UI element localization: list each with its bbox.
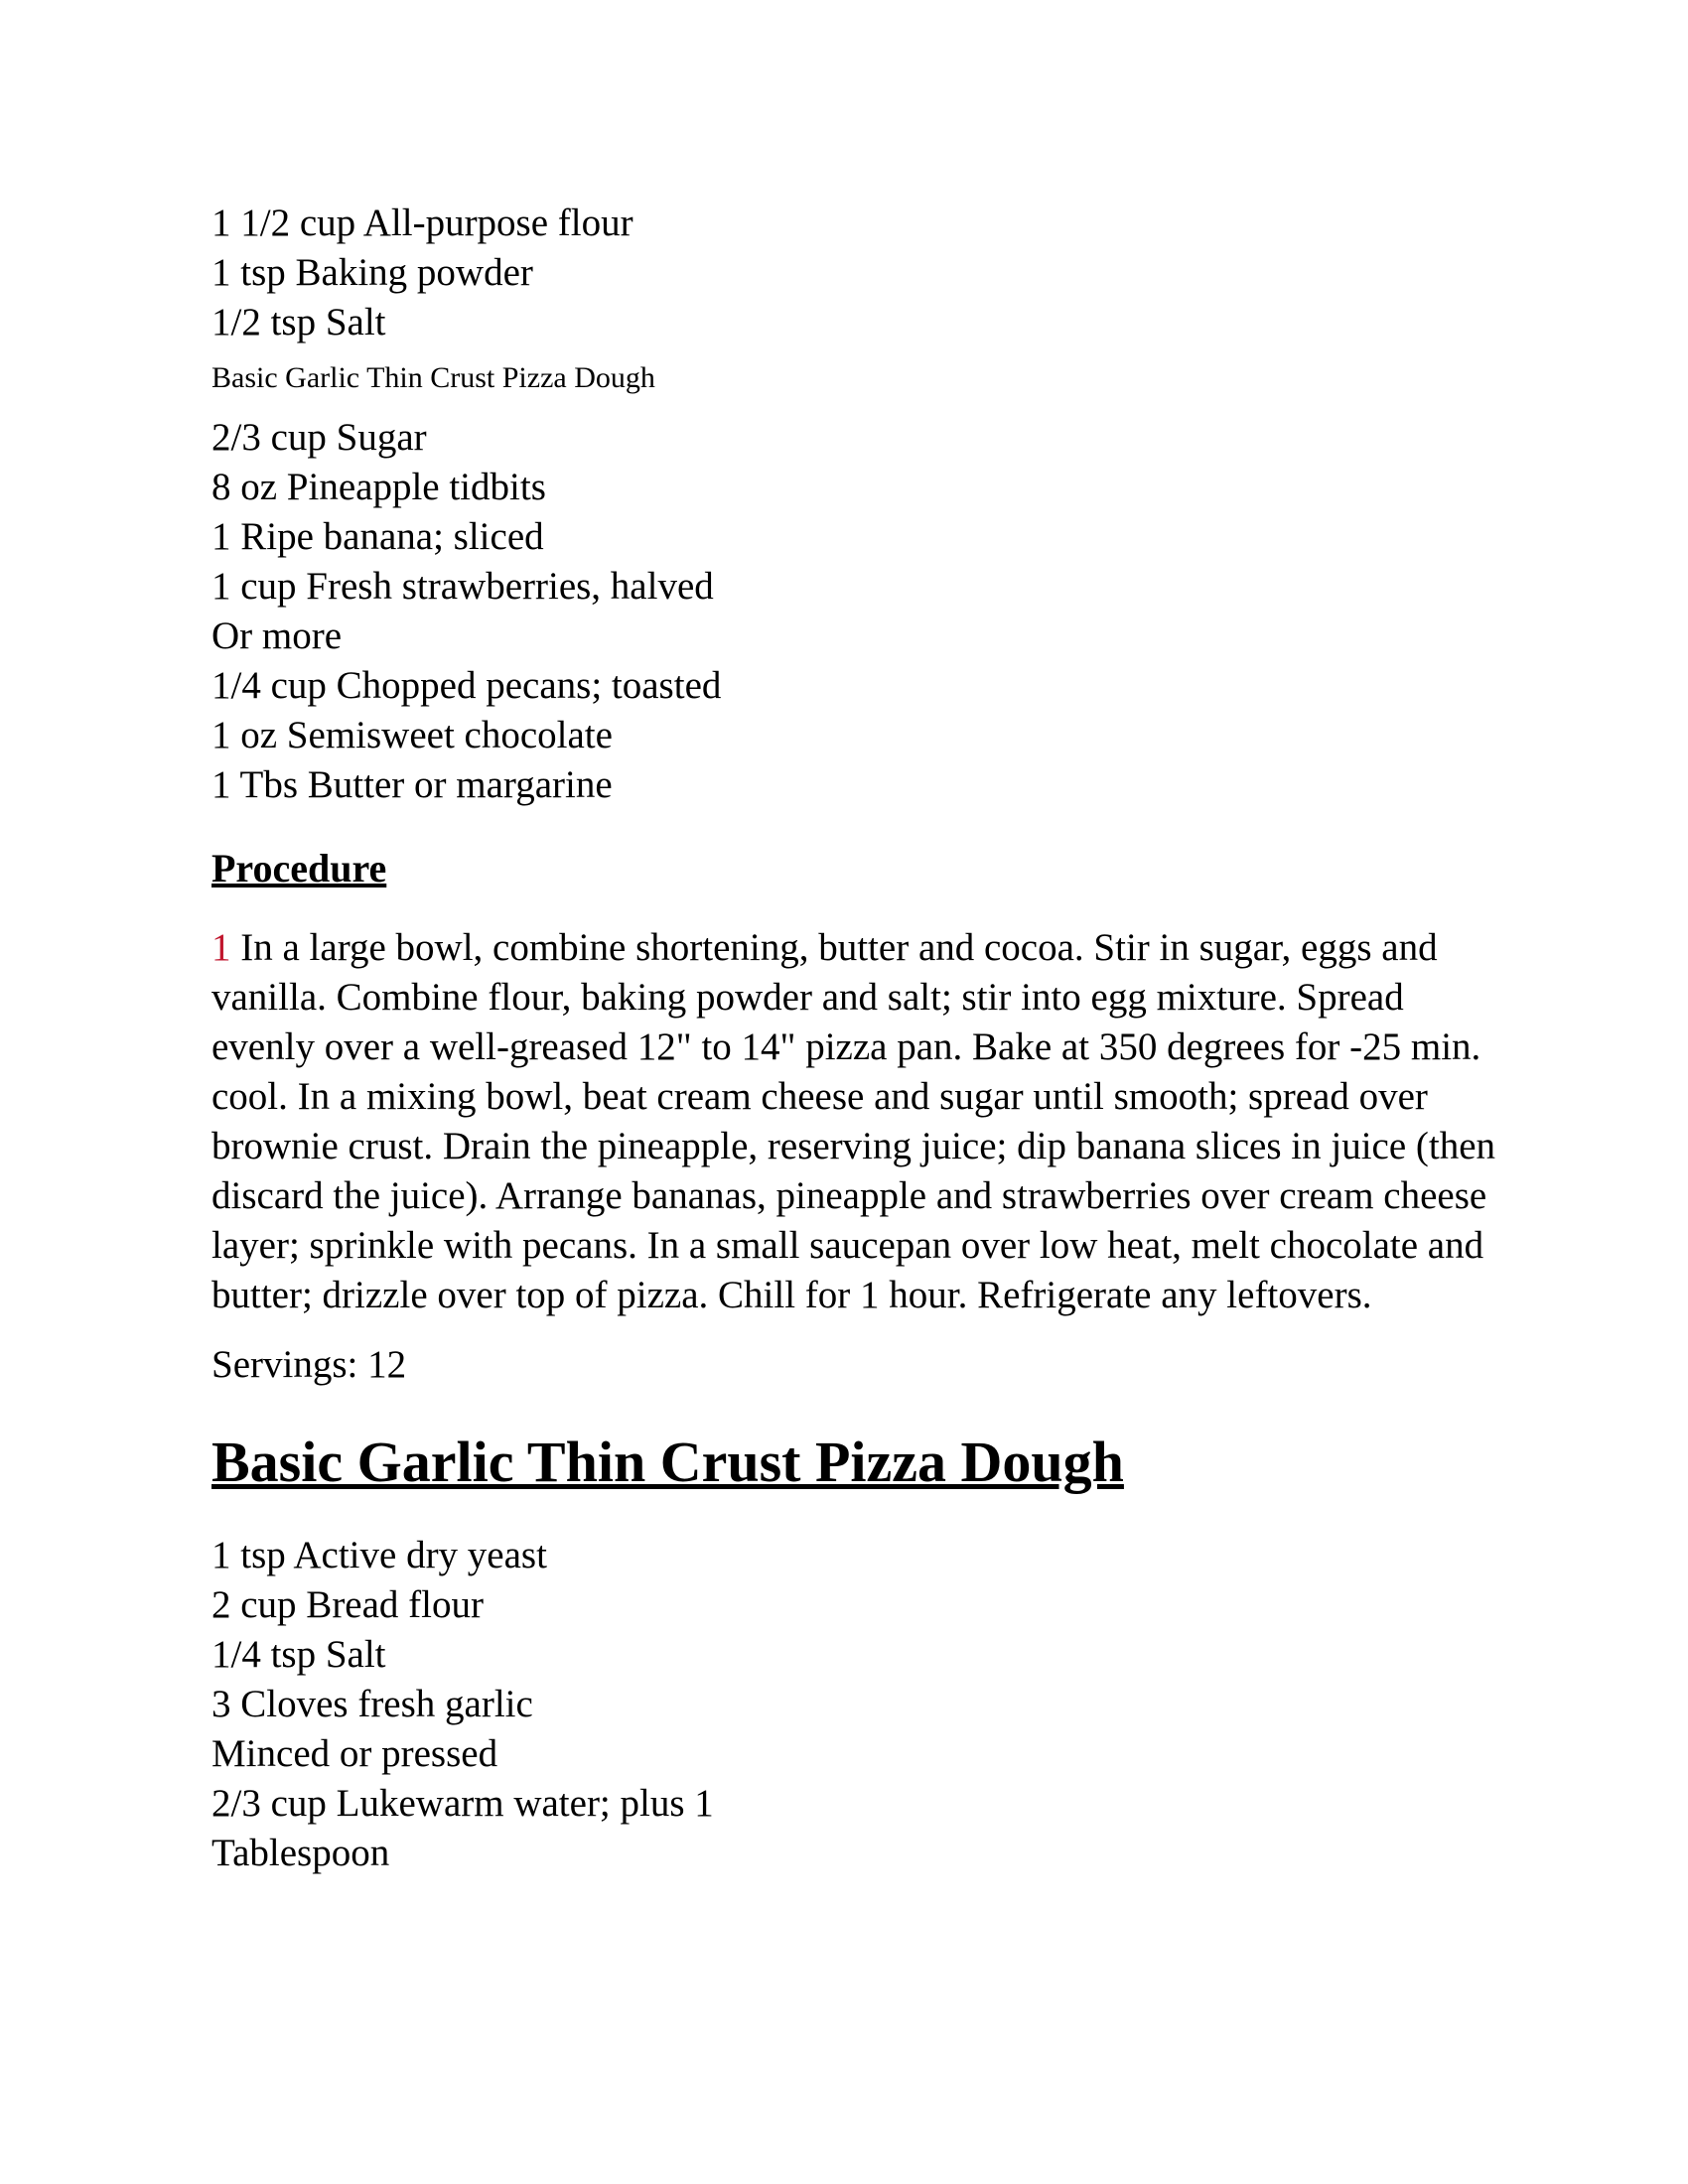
ingredient-line: 2/3 cup Lukewarm water; plus 1 (211, 1782, 714, 1825)
step-text: In a large bowl, combine shortening, butter and cocoa. Stir in sugar, eggs and vanilla. Combine flour, baking powder and salt; stir into egg mixture. Spread evenly over a well-greased 12" to 14" pizza pan. Bake at 350 degrees for -25 min. cool. In a mixing bowl, beat cream cheese and sugar until smooth; spread over brownie crust. Drain the pineapple, reserving juice; dip banana slices in juice (then discard the juice). Arrange bananas, pineapple and strawberries over cream cheese layer; sprinkle with pecans. In a small saucepan over low heat, melt chocolate and butter; drizzle over top of pizza. Chill for 1 hour. Refrigerate any leftovers. (211, 926, 1496, 1316)
ingredient-line: 1 Ripe banana; sliced (211, 515, 544, 558)
recipe-title: Basic Garlic Thin Crust Pizza Dough (211, 1430, 1124, 1494)
ingredient-line: 2/3 cup Sugar (211, 416, 427, 459)
step-number: 1 (211, 926, 231, 969)
dough-ingredient-list (211, 1531, 1502, 1878)
ingredient-line: 1 1/2 cup All-purpose flour (211, 202, 633, 244)
ingredient-line: 1 tsp Active dry yeast (211, 1534, 547, 1576)
ingredient-line: 1/2 tsp Salt (211, 301, 386, 343)
ingredient-line: 1/4 tsp Salt (211, 1633, 386, 1676)
ingredient-line: 3 Cloves fresh garlic (211, 1683, 533, 1725)
top-ingredient-list (211, 199, 1502, 347)
ingredient-line: 1/4 cup Chopped pecans; toasted (211, 664, 722, 707)
ingredient-line: 8 oz Pineapple tidbits (211, 466, 546, 508)
ingredient-line: 1 Tbs Butter or margarine (211, 763, 613, 806)
servings-text: Servings: 12 (211, 1343, 407, 1386)
procedure-step (211, 923, 1502, 1320)
procedure-heading: Procedure (211, 846, 387, 890)
ingredient-line: Or more (211, 614, 343, 657)
document-page (211, 199, 1502, 1878)
ingredient-line: 1 oz Semisweet chocolate (211, 714, 613, 756)
ingredient-line: 1 cup Fresh strawberries, halved (211, 565, 714, 608)
topping-ingredient-list (211, 413, 1502, 810)
ingredient-line: 1 tsp Baking powder (211, 251, 533, 294)
small-recipe-note: Basic Garlic Thin Crust Pizza Dough (211, 361, 655, 394)
ingredient-line: 2 cup Bread flour (211, 1583, 484, 1626)
ingredient-line: Tablespoon (211, 1832, 390, 1874)
ingredient-line: Minced or pressed (211, 1732, 498, 1775)
